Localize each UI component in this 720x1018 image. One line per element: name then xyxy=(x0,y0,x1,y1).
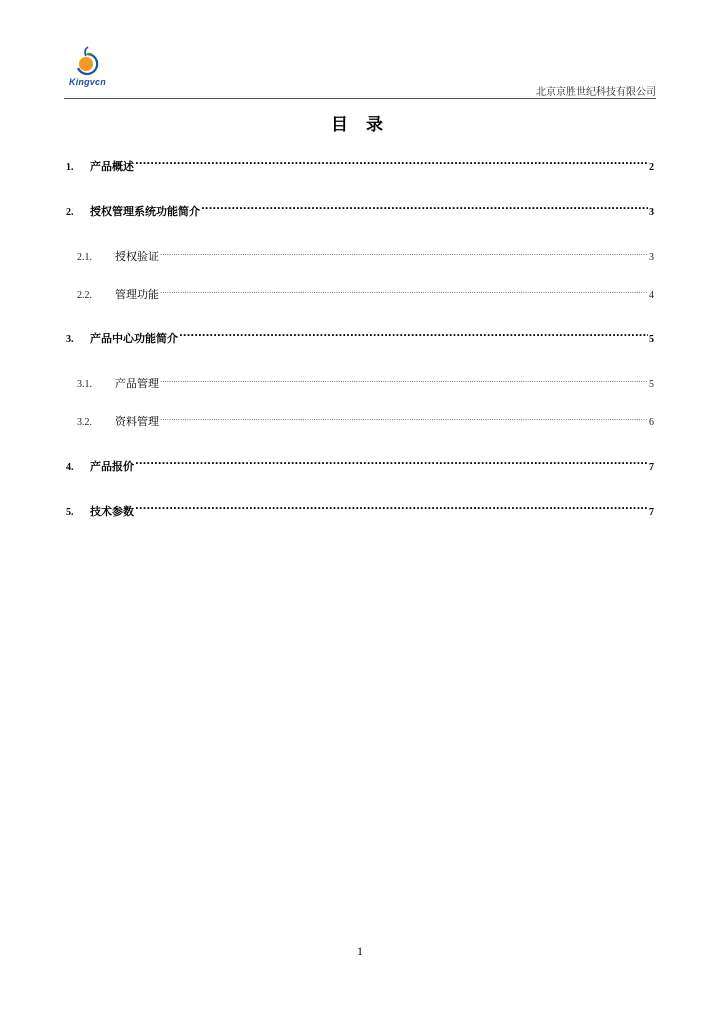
toc-entry-page: 2 xyxy=(649,162,654,173)
toc-leader-dots xyxy=(201,203,648,215)
toc-leader-dots xyxy=(135,458,648,470)
company-name: 北京京胜世纪科技有限公司 xyxy=(536,87,656,98)
toc-entry-page: 5 xyxy=(649,334,654,345)
toc-entry-number: 1. xyxy=(66,162,74,173)
toc-leader-dots xyxy=(160,413,648,425)
toc-entry-label: 产品报价 xyxy=(90,460,134,473)
company-logo xyxy=(64,46,124,92)
toc-entry-label: 管理功能 xyxy=(115,288,159,301)
header-divider xyxy=(64,98,656,99)
toc-entry-label: 资料管理 xyxy=(115,415,159,428)
toc-leader-dots xyxy=(135,503,648,515)
toc-entry-number: 2.2. xyxy=(77,290,92,301)
toc-entry-number: 4. xyxy=(66,462,74,473)
toc-entry[interactable] xyxy=(66,158,654,172)
logo-icon xyxy=(64,46,124,80)
toc-entry[interactable] xyxy=(66,375,654,389)
toc-entry-label: 授权管理系统功能简介 xyxy=(90,205,200,218)
toc-entry-number: 2. xyxy=(66,207,74,218)
toc-leader-dots xyxy=(160,286,648,298)
toc-entry-page: 3 xyxy=(649,252,654,263)
toc-leader-dots xyxy=(160,375,648,387)
toc-entry-page: 7 xyxy=(649,462,654,473)
toc-leader-dots xyxy=(179,330,648,342)
toc-entry-number: 5. xyxy=(66,507,74,518)
toc-title: 目 录 xyxy=(331,115,389,135)
toc-entry-page: 7 xyxy=(649,507,654,518)
toc-entry-number: 3.2. xyxy=(77,417,92,428)
page-number: 1 xyxy=(357,944,363,958)
toc-entry-label: 技术参数 xyxy=(90,505,134,518)
toc-leader-dots xyxy=(135,158,648,170)
toc-entry-label: 授权验证 xyxy=(115,250,159,263)
toc-entry-label: 产品概述 xyxy=(90,160,134,173)
toc-entry-number: 3.1. xyxy=(77,379,92,390)
toc-entry[interactable] xyxy=(66,203,654,217)
toc-entry-label: 产品管理 xyxy=(115,377,159,390)
toc-entry[interactable] xyxy=(66,503,654,517)
toc-entry[interactable] xyxy=(66,286,654,300)
page-header xyxy=(64,46,656,98)
toc-entry-page: 3 xyxy=(649,207,654,218)
toc-entry[interactable] xyxy=(66,458,654,472)
toc-entry[interactable] xyxy=(66,330,654,344)
toc-entry-label: 产品中心功能简介 xyxy=(90,332,178,345)
toc-entry[interactable] xyxy=(66,248,654,262)
toc-entry-page: 6 xyxy=(649,417,654,428)
logo-wordmark: Kingvcn xyxy=(69,77,106,87)
toc-leader-dots xyxy=(160,248,648,260)
toc-entry-number: 3. xyxy=(66,334,74,345)
toc-entry[interactable] xyxy=(66,413,654,427)
toc-entry-number: 2.1. xyxy=(77,252,92,263)
toc-entry-page: 4 xyxy=(649,290,654,301)
toc-entry-page: 5 xyxy=(649,379,654,390)
